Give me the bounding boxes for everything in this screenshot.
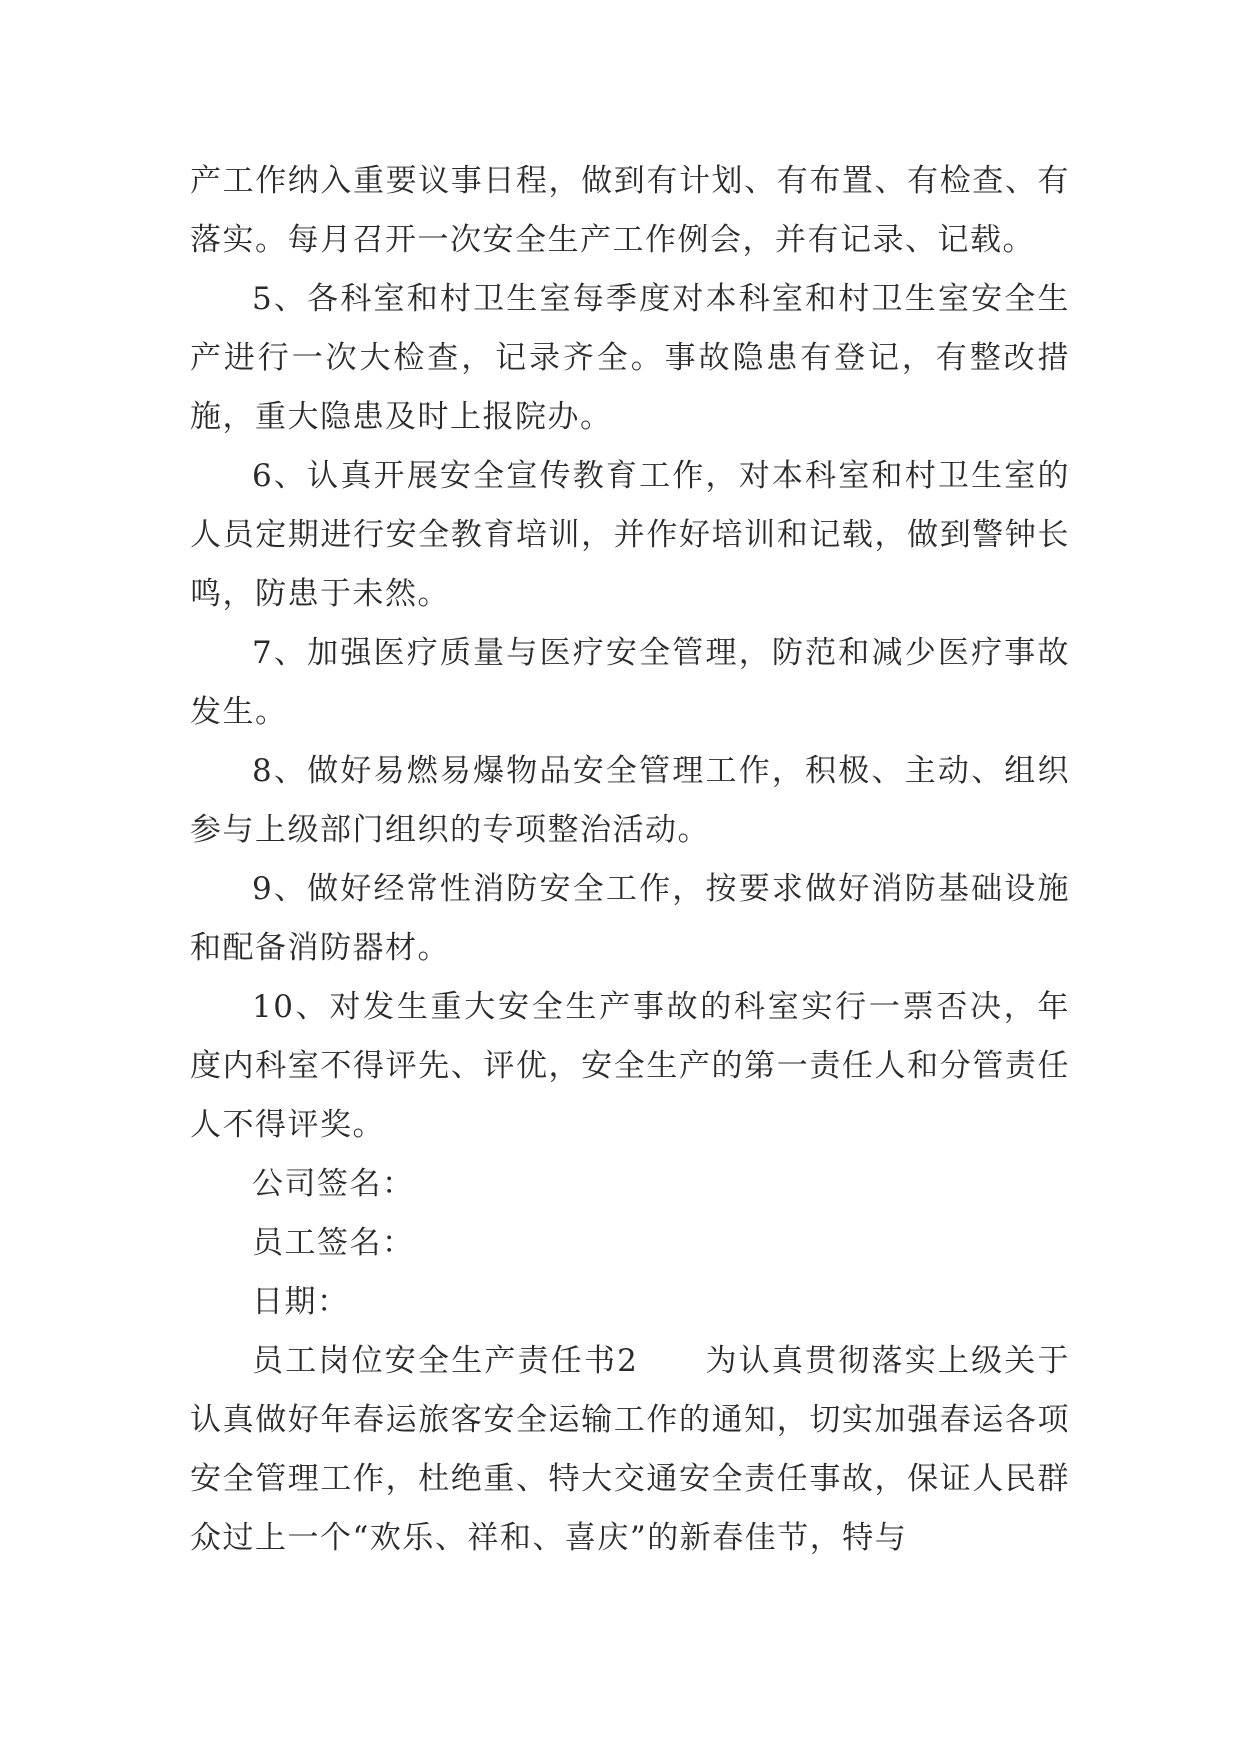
- next-section-paragraph: 员工岗位安全生产责任书2 为认真贯彻落实上级关于认真做好年春运旅客安全运输工作的通知，切实加强春运各项安全管理工作，杜绝重、特大交通安全责任事故，保证人民群众过上一个“欢乐、祥和、喜庆”的新春佳节，特与: [190, 1343, 1070, 1556]
- document-body: [190, 152, 1070, 1568]
- paragraph-item-7: 7、加强医疗质量与医疗安全管理，防范和减少医疗事故发生。: [190, 635, 1070, 730]
- paragraph-continued: 产工作纳入重要议事日程，做到有计划、有布置、有检查、有落实。每月召开一次安全生产工作例会，并有记录、记载。: [190, 163, 1070, 258]
- employee-signature-label: 员工签名：: [252, 1225, 415, 1261]
- paragraph-item-8: 8、做好易燃易爆物品安全管理工作，积极、主动、组织参与上级部门组织的专项整治活动。: [190, 753, 1070, 848]
- date-label: 日期：: [252, 1284, 350, 1320]
- paragraph-item-10: 10、对发生重大安全生产事故的科室实行一票否决，年度内科室不得评先、评优，安全生产的第一责任人和分管责任人不得评奖。: [190, 989, 1070, 1143]
- company-signature-label: 公司签名：: [252, 1166, 415, 1202]
- paragraph-item-5: 5、各科室和村卫生室每季度对本科室和村卫生室安全生产进行一次大检查，记录齐全。事故隐患有登记，有整改措施，重大隐患及时上报院办。: [190, 281, 1070, 435]
- paragraph-item-6: 6、认真开展安全宣传教育工作，对本科室和村卫生室的人员定期进行安全教育培训，并作好培训和记载，做到警钟长鸣，防患于未然。: [190, 458, 1070, 612]
- paragraph-item-9: 9、做好经常性消防安全工作，按要求做好消防基础设施和配备消防器材。: [190, 871, 1070, 966]
